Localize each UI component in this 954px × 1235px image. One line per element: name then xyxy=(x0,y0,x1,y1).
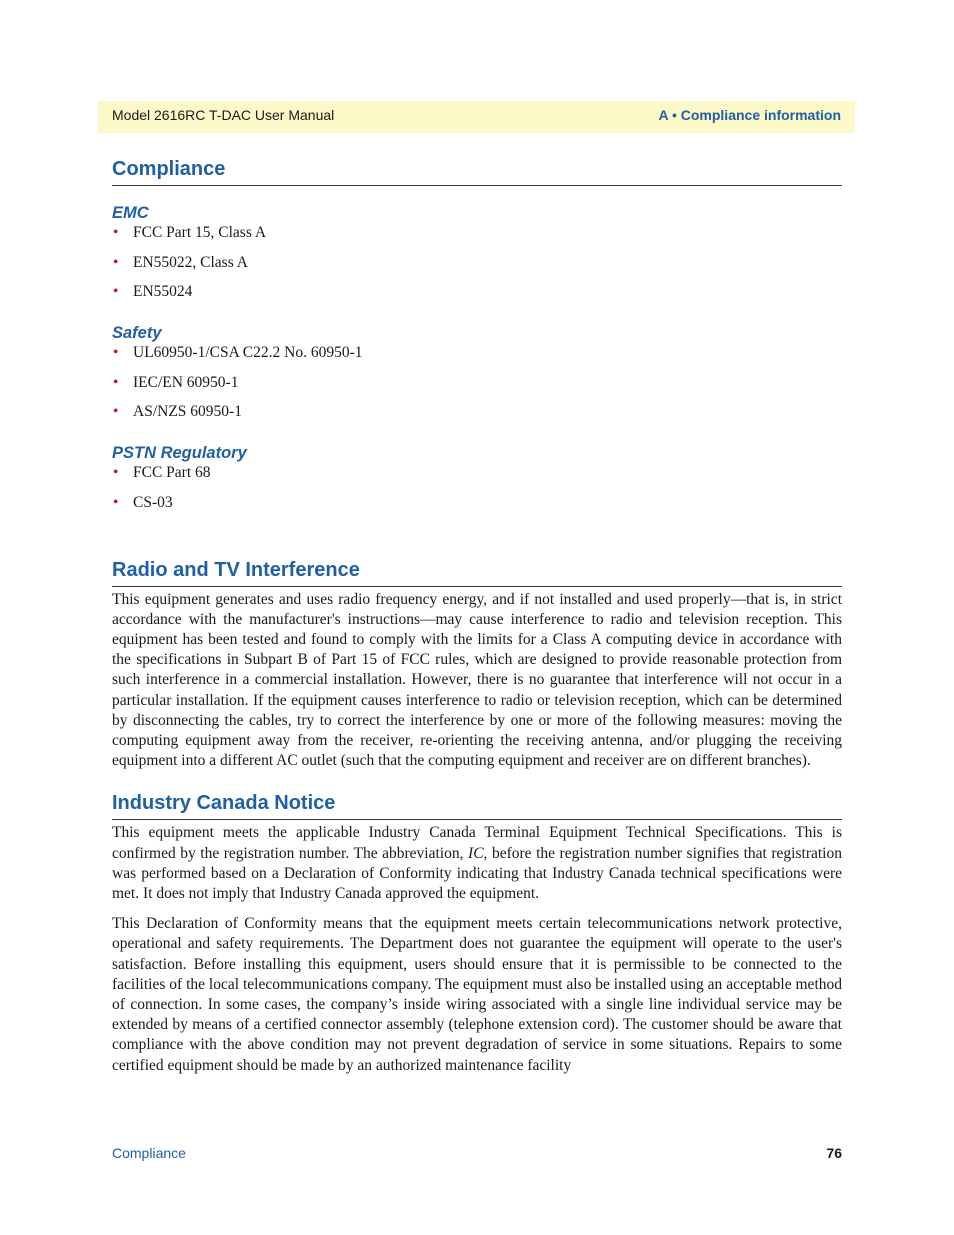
safety-heading: Safety xyxy=(112,324,162,342)
canada-paragraph-1 xyxy=(112,823,842,904)
compliance-heading: Compliance xyxy=(112,158,842,186)
safety-list xyxy=(112,343,842,421)
list-item: • FCC Part 15, Class A xyxy=(112,223,842,242)
text-run: This equipment meets the applicable Industry Canada Terminal Equipment Technical Specifications. This is confirmed by the registration number. The abbreviation, xyxy=(112,824,842,862)
running-header xyxy=(98,101,855,133)
ic-abbreviation: IC xyxy=(468,844,484,862)
emc-heading: EMC xyxy=(112,204,149,222)
radio-heading: Radio and TV Interference xyxy=(112,559,842,587)
list-item: • IEC/EN 60950-1 xyxy=(112,373,842,392)
pstn-heading: PSTN Regulatory xyxy=(112,444,247,462)
canada-paragraph-2: This Declaration of Conformity means that the equipment meets certain telecommunications network protective, operational and safety requirements. The Department does not guarantee the equipment will operate to the user's satisfaction. Before installing this equipment, users should ensure that it is permissible to be connected to the facilities of the local telecommunications company. The equipment must also be installed using an acceptable method of connection. In some cases, the company’s inside wiring associated with a single line individual service may be extended by means of a certified connector assembly (telephone extension cord). The customer should be aware that compliance with the above condition may not prevent degradation of service in some situations. Repairs to some certified equipment should be made by an authorized maintenance facility xyxy=(112,915,842,1074)
page-number: 76 xyxy=(826,1145,842,1161)
list-item: • FCC Part 68 xyxy=(112,463,842,482)
manual-title: Model 2616RC T-DAC User Manual xyxy=(112,107,335,123)
pstn-list xyxy=(112,463,842,512)
list-item: • EN55022, Class A xyxy=(112,253,842,272)
list-item: • EN55024 xyxy=(112,282,842,301)
chapter-title: A • Compliance information xyxy=(658,107,841,123)
list-item: • UL60950-1/CSA C22.2 No. 60950-1 xyxy=(112,343,842,362)
text-run: , before the registration number signifies that registration was performed based on a Declaration of Conformity indicating that Industry Canada technical specifications were met. It does not imply that Industry Canada approved the equipment. xyxy=(112,844,842,902)
footer-section: Compliance xyxy=(112,1145,186,1161)
list-item: • CS-03 xyxy=(112,493,842,512)
page-content xyxy=(112,158,842,1076)
radio-paragraph: This equipment generates and uses radio frequency energy, and if not installed and used properly—that is, in strict accordance with the manufacturer's instructions—may cause interference to radio and television reception. This equipment has been tested and found to comply with the limits for a Class A computing device in accordance with the specifications in Subpart B of Part 15 of FCC rules, which are designed to provide reasonable protection from such interference in a commercial installation. However, there is no guarantee that interference will not occur in a particular installation. If the equipment causes interference to radio or television reception, which can be determined by disconnecting the cables, try to correct the interference by one or more of the following measures: moving the computing equipment away from the receiver, re-orienting the receiving antenna, and/or plugging the receiving equipment into a different AC outlet (such that the computing equipment and receiver are on different branches). xyxy=(112,590,842,770)
list-item: • AS/NZS 60950-1 xyxy=(112,402,842,421)
emc-list xyxy=(112,223,842,301)
canada-heading: Industry Canada Notice xyxy=(112,792,842,820)
